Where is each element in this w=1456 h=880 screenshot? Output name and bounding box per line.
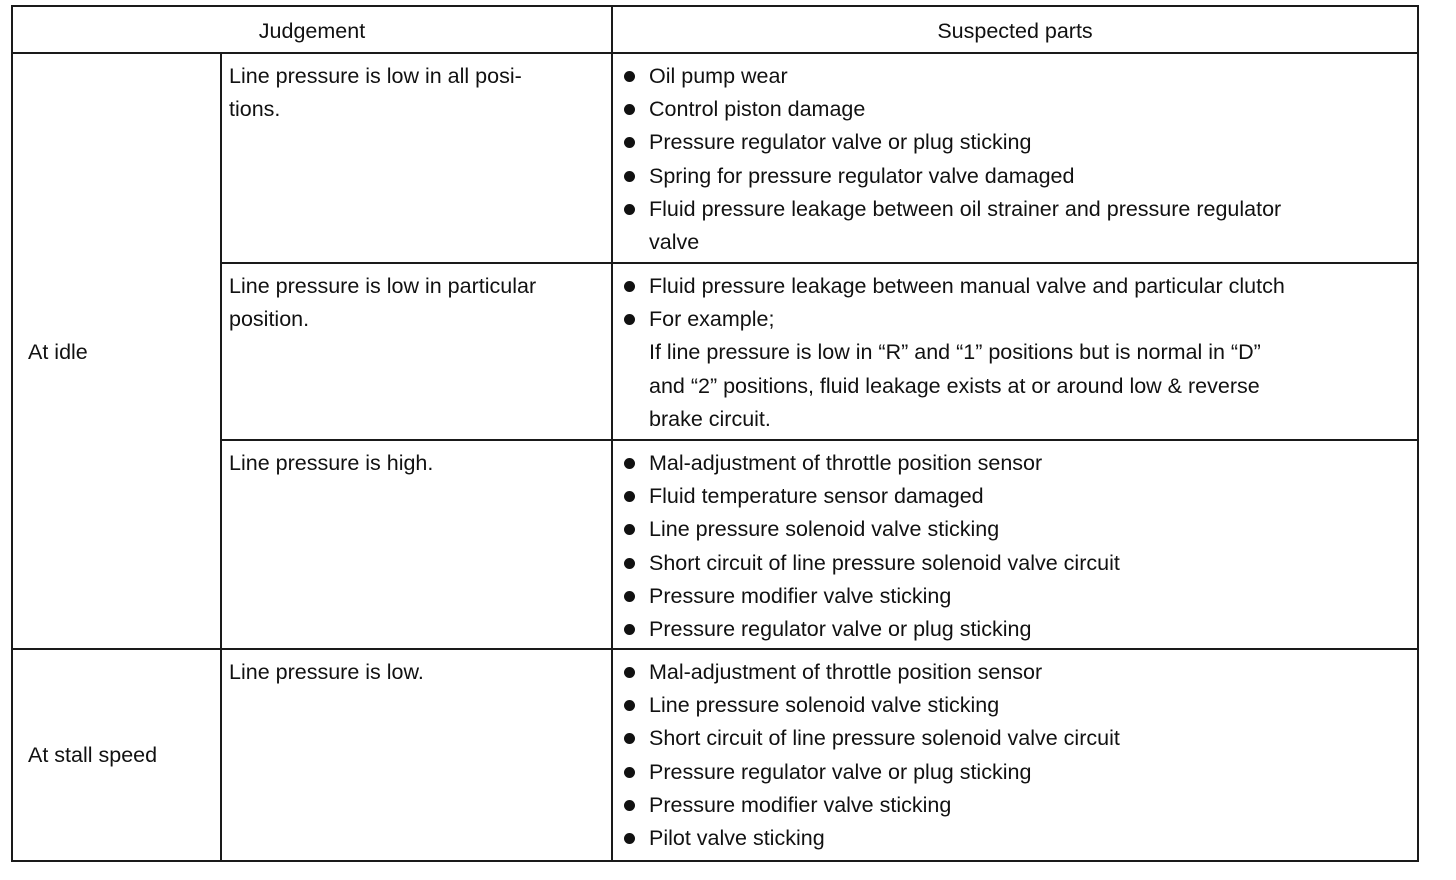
- row-divider-2: [222, 439, 1417, 441]
- judgement-row-4: [229, 656, 424, 689]
- list-item: Short circuit of line pressure solenoid valve circuit: [613, 722, 1120, 755]
- list-item-continuation: brake circuit.: [649, 406, 771, 431]
- parts-list-row-1: [613, 60, 1281, 259]
- judgement-row-1: [229, 60, 522, 126]
- judgement-line: Line pressure is high.: [229, 451, 434, 475]
- list-item: Fluid pressure leakage between oil strainer and pressure regulator: [613, 193, 1281, 226]
- bullet-icon: [624, 171, 635, 182]
- list-item: Spring for pressure regulator valve damaged: [613, 160, 1281, 193]
- condition-at-stall-speed: At stall speed: [28, 743, 158, 767]
- bullet-icon: [624, 204, 635, 215]
- bullet-icon: [624, 524, 635, 535]
- bullet-icon: [624, 667, 635, 678]
- parts-list-row-3: [613, 447, 1120, 646]
- list-item: For example;: [613, 303, 1285, 336]
- bullet-icon: [624, 833, 635, 844]
- bullet-icon: [624, 281, 635, 292]
- bullet-icon: [624, 491, 635, 502]
- bullet-icon: [624, 800, 635, 811]
- bullet-icon: [624, 700, 635, 711]
- header-suspected-parts: Suspected parts: [937, 19, 1093, 43]
- column-divider-condition: [220, 52, 222, 860]
- list-item: Pressure regulator valve or plug sticking: [613, 126, 1281, 159]
- judgement-line: Line pressure is low.: [229, 660, 424, 684]
- list-item-continuation: and “2” positions, fluid leakage exists at or around low & reverse: [649, 373, 1260, 398]
- parts-list-row-2: [613, 270, 1285, 436]
- list-item: Pressure modifier valve sticking: [613, 789, 1120, 822]
- group-divider: [13, 648, 1417, 650]
- header-judgement: Judgement: [258, 19, 366, 43]
- list-item: Mal-adjustment of throttle position sensor: [613, 447, 1120, 480]
- list-item: Control piston damage: [613, 93, 1281, 126]
- parts-list-row-4: [613, 656, 1120, 855]
- bullet-icon: [624, 558, 635, 569]
- judgement-row-2: [229, 270, 536, 336]
- list-item: Pressure regulator valve or plug sticking: [613, 756, 1120, 789]
- bullet-icon: [624, 104, 635, 115]
- judgement-line: Line pressure is low in all posi-: [229, 64, 522, 88]
- list-item: Mal-adjustment of throttle position sensor: [613, 656, 1120, 689]
- list-item: Short circuit of line pressure solenoid valve circuit: [613, 547, 1120, 580]
- bullet-icon: [624, 767, 635, 778]
- list-item: Oil pump wear: [613, 60, 1281, 93]
- bullet-icon: [624, 458, 635, 469]
- condition-at-idle: At idle: [28, 340, 88, 364]
- bullet-icon: [624, 624, 635, 635]
- list-item-continuation: valve: [649, 230, 700, 255]
- bullet-icon: [624, 137, 635, 148]
- judgement-line: tions.: [229, 97, 281, 121]
- list-item: Fluid temperature sensor damaged: [613, 480, 1120, 513]
- list-item-continuation: If line pressure is low in “R” and “1” positions but is normal in “D”: [649, 340, 1261, 365]
- list-item: Pressure regulator valve or plug sticking: [613, 613, 1120, 646]
- list-item: Pilot valve sticking: [613, 822, 1120, 855]
- header-divider: [13, 52, 1417, 54]
- bullet-icon: [624, 733, 635, 744]
- bullet-icon: [624, 591, 635, 602]
- list-item: Fluid pressure leakage between manual valve and particular clutch: [613, 270, 1285, 303]
- list-item: Line pressure solenoid valve sticking: [613, 513, 1120, 546]
- list-item: Pressure modifier valve sticking: [613, 580, 1120, 613]
- judgement-line: Line pressure is low in particular: [229, 274, 537, 298]
- bullet-icon: [624, 71, 635, 82]
- judgement-line: position.: [229, 307, 310, 331]
- row-divider-1: [222, 262, 1417, 264]
- troubleshooting-table: [11, 5, 1419, 862]
- list-item: Line pressure solenoid valve sticking: [613, 689, 1120, 722]
- judgement-row-3: [229, 447, 433, 480]
- bullet-icon: [624, 314, 635, 325]
